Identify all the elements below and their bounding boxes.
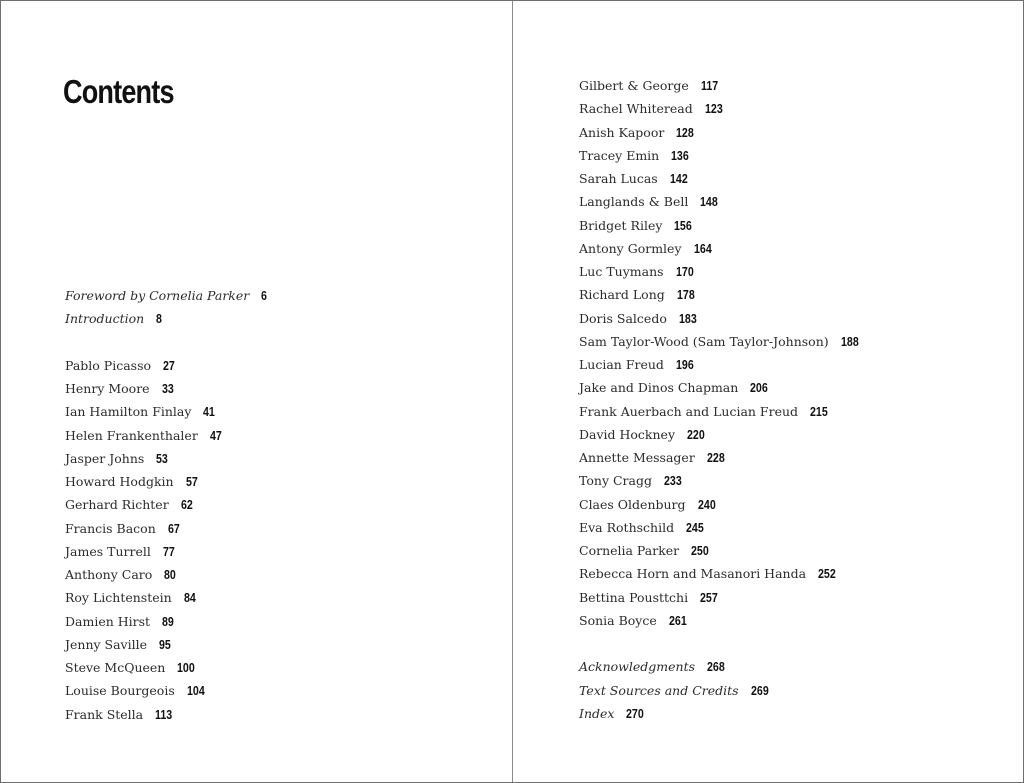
toc-page-number: 89 [162,614,174,629]
toc-page-number: 188 [840,334,859,349]
toc-entry-title: Jenny Saville [65,636,148,652]
toc-page-number: 268 [707,660,725,675]
toc-entry [65,702,268,725]
toc-entry-title: Gilbert & George [579,78,689,93]
toc-page-number: 6 [261,289,268,303]
toc-entry [65,306,268,329]
toc-entry [65,516,268,539]
toc-entry-title: Francis Bacon [65,520,156,536]
toc-entry-title: Gerhard Richter [65,497,169,513]
toc-entry-title: Doris Salcedo [579,310,667,326]
toc-page-number: 41 [203,405,216,420]
toc-entry-title: Acknowledgments [579,659,696,675]
toc-entry-title: Annette Messager [579,450,695,465]
toc-page-number: 233 [663,474,682,489]
toc-entry [65,562,268,585]
toc-entry [579,73,861,96]
toc-page-number: 156 [674,218,693,233]
toc-page-number: 270 [626,706,645,721]
toc-entry [579,445,861,468]
toc-entry [579,678,861,701]
toc-entry [579,236,861,259]
toc-left-list [65,283,268,725]
toc-entry [579,701,861,724]
toc-page-number: 164 [693,241,712,256]
toc-entry-title: Damien Hirst [65,613,151,629]
toc-entry [579,538,861,561]
toc-page-number: 245 [686,520,704,535]
toc-page-number: 250 [691,544,709,558]
toc-entry [579,213,861,236]
toc-page-number: 80 [164,568,177,582]
toc-page-number: 178 [676,288,695,303]
toc-entry-title: Sonia Boyce [579,612,657,628]
toc-entry-title: Introduction [65,311,145,327]
toc-page-number: 170 [675,265,694,279]
toc-entry-title: Rachel Whiteread [579,101,693,117]
toc-entry [65,469,268,492]
toc-entry-title: Anthony Caro [65,567,153,582]
toc-entry-title: Steve McQueen [65,660,166,675]
toc-entry-title: Rebecca Horn and Masanori Handa [579,566,807,582]
toc-page-number: 269 [750,683,769,698]
toc-page-number: 183 [678,311,697,326]
toc-page-number: 47 [209,428,222,443]
toc-entry-title: Henry Moore [65,381,150,396]
toc-entry-title: David Hockney [579,426,676,442]
toc-page-number: 67 [167,521,180,536]
toc-entry [65,678,268,701]
toc-entry-title: Eva Rothschild [579,519,675,535]
toc-page-number: 113 [155,707,173,722]
toc-entry-title: Bettina Pousttchi [579,589,689,605]
toc-entry [579,375,861,398]
toc-entry [65,609,268,632]
toc-entry [65,492,268,515]
toc-entry-title: Jake and Dinos Chapman [579,380,739,396]
toc-entry-title: Louise Bourgeois [65,683,175,699]
toc-page-number: 215 [810,404,828,419]
toc-page-number: 228 [706,451,725,465]
toc-entry [65,539,268,562]
toc-page-number: 95 [159,637,171,652]
toc-entry [579,585,861,608]
toc-page-number: 196 [675,358,694,372]
toc-entry-title: Claes Oldenburg [579,496,686,512]
toc-entry-title: Langlands & Bell [579,194,689,210]
toc-entry-title: James Turrell [65,543,151,559]
toc-page-number: 128 [676,125,695,140]
toc-entry [579,143,861,166]
toc-entry-title: Anish Kapoor [579,124,665,140]
toc-entry [65,399,268,422]
toc-page-number: 136 [671,148,689,163]
toc-entry-title: Sarah Lucas [579,171,658,186]
toc-page-number: 123 [704,102,723,117]
toc-entry [579,561,861,584]
toc-entry [579,189,861,212]
toc-entry-title: Helen Frankenthaler [65,427,198,443]
toc-page-number: 220 [687,427,705,442]
toc-entry-title: Tracey Emin [579,147,660,163]
toc-page-number: 142 [669,172,688,186]
toc-entry-title: Bridget Riley [579,217,663,233]
toc-entry-title: Richard Long [579,287,665,303]
toc-entry [579,306,861,329]
toc-entry [65,283,268,306]
toc-entry-title: Frank Stella [65,706,144,722]
toc-page-number: 77 [162,544,175,559]
toc-entry [579,492,861,515]
toc-entry-title: Frank Auerbach and Lucian Freud [579,403,799,419]
toc-entry-title: Tony Cragg [579,473,652,489]
toc-entry [65,423,268,446]
toc-entry [579,120,861,143]
toc-right-list [579,73,861,724]
toc-page-number: 33 [161,382,174,396]
toc-page-number: 57 [185,475,198,489]
toc-entry-title: Jasper Johns [65,450,145,466]
toc-page-number: 100 [177,661,196,675]
toc-entry [65,655,268,678]
toc-entry [579,329,861,352]
toc-entry-title: Ian Hamilton Finlay [65,404,192,420]
toc-entry-title: Howard Hodgkin [65,474,174,489]
toc-entry [579,515,861,538]
page-title: Contents [63,73,174,110]
toc-page-number: 53 [156,451,169,466]
toc-page-number: 8 [156,312,163,327]
toc-entry-title: Pablo Picasso [65,357,152,373]
toc-page-number: 104 [186,684,205,699]
toc-spacer [65,330,268,353]
toc-entry-title: Sam Taylor-Wood (Sam Taylor-Johnson) [579,333,829,349]
toc-page-number: 27 [163,358,175,373]
toc-entry [65,585,268,608]
toc-entry [579,96,861,119]
toc-entry [65,446,268,469]
toc-page-number: 252 [818,567,836,582]
toc-entry [65,376,268,399]
toc-page-number: 257 [700,590,718,605]
toc-page-number: 84 [183,591,196,606]
toc-entry [65,632,268,655]
toc-entry-title: Lucian Freud [579,357,664,372]
toc-entry [579,608,861,631]
toc-entry [579,352,861,375]
toc-page-number: 62 [180,498,193,513]
toc-entry [579,422,861,445]
toc-entry-title: Index [579,705,615,721]
toc-page-number: 261 [668,613,687,628]
toc-entry [579,399,861,422]
toc-entry [579,282,861,305]
toc-page-number: 240 [697,497,716,512]
toc-entry [579,654,861,677]
toc-entry-title: Text Sources and Credits [579,682,739,698]
toc-page-number: 206 [750,381,769,396]
left-page [1,1,512,782]
toc-spacer [579,631,861,654]
toc-entry-title: Foreword by Cornelia Parker [65,288,250,303]
toc-entry [579,166,861,189]
toc-entry-title: Roy Lichtenstein [65,590,172,606]
toc-entry [65,353,268,376]
toc-entry [579,468,861,491]
toc-page-number: 148 [700,195,719,210]
toc-entry-title: Cornelia Parker [579,543,680,558]
toc-entry-title: Luc Tuymans [579,264,664,279]
toc-entry-title: Antony Gormley [579,240,682,256]
toc-page-number: 117 [700,79,718,93]
toc-entry [579,259,861,282]
right-page [513,1,1023,782]
